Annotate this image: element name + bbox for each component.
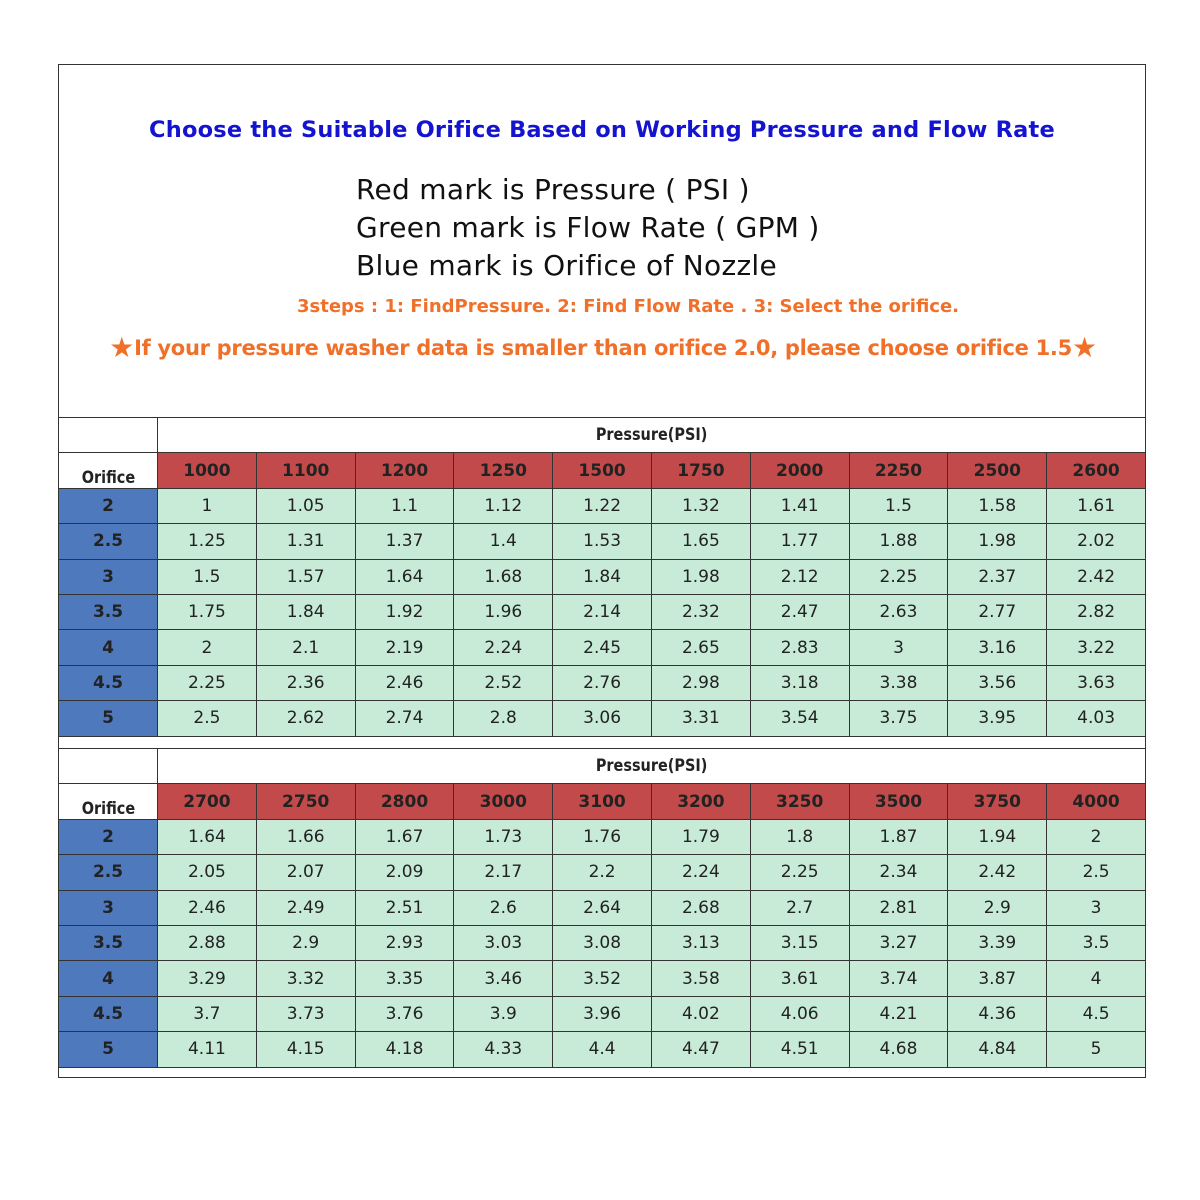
flow-rate-value: 2.1 bbox=[256, 630, 355, 665]
flow-rate-value: 1.92 bbox=[355, 594, 454, 629]
table-row bbox=[59, 819, 1146, 854]
flow-rate-value: 2.51 bbox=[355, 890, 454, 925]
flow-rate-value: 1.77 bbox=[750, 524, 849, 559]
flow-rate-value: 3.15 bbox=[750, 925, 849, 960]
pressure-value: 3200 bbox=[651, 784, 750, 819]
table-row bbox=[59, 925, 1146, 960]
flow-rate-value: 1.5 bbox=[158, 559, 257, 594]
flow-rate-value: 1.67 bbox=[355, 819, 454, 854]
star-icon: ★ bbox=[1071, 331, 1097, 364]
flow-rate-value: 3.56 bbox=[948, 665, 1047, 700]
table-row bbox=[59, 701, 1146, 736]
orifice-table-2 bbox=[58, 748, 1146, 1068]
flow-rate-value: 1 bbox=[158, 488, 257, 523]
flow-rate-value: 2.17 bbox=[454, 855, 553, 890]
orifice-value: 5 bbox=[59, 1032, 158, 1067]
orifice-note-text: If your pressure washer data is smaller than orifice 2.0, please choose orifice 1.5 bbox=[134, 336, 1072, 360]
legend-flow-rate: Green mark is Flow Rate ( GPM ) bbox=[356, 211, 820, 244]
blank-corner bbox=[59, 749, 158, 784]
flow-rate-value: 4.18 bbox=[355, 1032, 454, 1067]
pressure-value: 2800 bbox=[355, 784, 454, 819]
flow-rate-value: 2.9 bbox=[948, 890, 1047, 925]
flow-rate-value: 3.18 bbox=[750, 665, 849, 700]
flow-rate-value: 1.41 bbox=[750, 488, 849, 523]
flow-rate-value: 3.52 bbox=[553, 961, 652, 996]
flow-rate-value: 2.34 bbox=[849, 855, 948, 890]
flow-rate-value: 2.74 bbox=[355, 701, 454, 736]
star-icon: ★ bbox=[109, 331, 135, 364]
flow-rate-value: 1.79 bbox=[651, 819, 750, 854]
table-row bbox=[59, 630, 1146, 665]
orifice-value: 4 bbox=[59, 630, 158, 665]
flow-rate-value: 1.37 bbox=[355, 524, 454, 559]
flow-rate-value: 2.05 bbox=[158, 855, 257, 890]
flow-rate-value: 2.7 bbox=[750, 890, 849, 925]
flow-rate-value: 3 bbox=[1047, 890, 1146, 925]
orifice-column-label: Orifice bbox=[81, 467, 135, 488]
pressure-value: 1000 bbox=[158, 453, 257, 488]
flow-rate-value: 2.42 bbox=[1047, 559, 1146, 594]
flow-rate-value: 4.5 bbox=[1047, 996, 1146, 1031]
steps-instruction: 3steps : 1: FindPressure. 2: Find Flow Rate . 3: Select the orifice. bbox=[296, 296, 960, 317]
flow-rate-value: 2.2 bbox=[553, 855, 652, 890]
flow-rate-value: 2.25 bbox=[158, 665, 257, 700]
flow-rate-value: 2.98 bbox=[651, 665, 750, 700]
flow-rate-value: 1.53 bbox=[553, 524, 652, 559]
flow-rate-value: 3 bbox=[849, 630, 948, 665]
flow-rate-value: 2.49 bbox=[256, 890, 355, 925]
flow-rate-value: 2.37 bbox=[948, 559, 1047, 594]
flow-rate-value: 2.12 bbox=[750, 559, 849, 594]
flow-rate-value: 1.31 bbox=[256, 524, 355, 559]
table-row bbox=[59, 488, 1146, 523]
flow-rate-value: 2.81 bbox=[849, 890, 948, 925]
flow-rate-value: 2.46 bbox=[158, 890, 257, 925]
orifice-column-header bbox=[59, 784, 158, 819]
pressure-value: 2500 bbox=[948, 453, 1047, 488]
flow-rate-value: 3.31 bbox=[651, 701, 750, 736]
flow-rate-value: 4.11 bbox=[158, 1032, 257, 1067]
flow-rate-value: 3.96 bbox=[553, 996, 652, 1031]
flow-rate-value: 3.9 bbox=[454, 996, 553, 1031]
flow-rate-value: 2.24 bbox=[454, 630, 553, 665]
pressure-value: 2600 bbox=[1047, 453, 1146, 488]
flow-rate-value: 1.98 bbox=[651, 559, 750, 594]
flow-rate-value: 1.4 bbox=[454, 524, 553, 559]
flow-rate-value: 3.32 bbox=[256, 961, 355, 996]
blank-corner bbox=[59, 418, 158, 453]
flow-rate-value: 2.62 bbox=[256, 701, 355, 736]
flow-rate-value: 2.64 bbox=[553, 890, 652, 925]
flow-rate-value: 2.6 bbox=[454, 890, 553, 925]
flow-rate-value: 3.7 bbox=[158, 996, 257, 1031]
pressure-value: 1500 bbox=[553, 453, 652, 488]
flow-rate-value: 2.68 bbox=[651, 890, 750, 925]
flow-rate-value: 1.1 bbox=[355, 488, 454, 523]
flow-rate-value: 4.03 bbox=[1047, 701, 1146, 736]
pressure-value: 2250 bbox=[849, 453, 948, 488]
flow-rate-value: 4.51 bbox=[750, 1032, 849, 1067]
flow-rate-value: 1.98 bbox=[948, 524, 1047, 559]
flow-rate-value: 3.54 bbox=[750, 701, 849, 736]
flow-rate-value: 2.8 bbox=[454, 701, 553, 736]
flow-rate-value: 3.73 bbox=[256, 996, 355, 1031]
flow-rate-value: 2.09 bbox=[355, 855, 454, 890]
orifice-value: 3 bbox=[59, 890, 158, 925]
flow-rate-value: 4.02 bbox=[651, 996, 750, 1031]
flow-rate-value: 2.63 bbox=[849, 594, 948, 629]
table-row bbox=[59, 594, 1146, 629]
orifice-value: 4.5 bbox=[59, 665, 158, 700]
flow-rate-value: 2.32 bbox=[651, 594, 750, 629]
orifice-value: 2.5 bbox=[59, 855, 158, 890]
flow-rate-value: 2.5 bbox=[158, 701, 257, 736]
flow-rate-value: 4.36 bbox=[948, 996, 1047, 1031]
flow-rate-value: 3.39 bbox=[948, 925, 1047, 960]
flow-rate-value: 1.68 bbox=[454, 559, 553, 594]
flow-rate-value: 1.73 bbox=[454, 819, 553, 854]
flow-rate-value: 1.88 bbox=[849, 524, 948, 559]
flow-rate-value: 3.22 bbox=[1047, 630, 1146, 665]
flow-rate-value: 1.75 bbox=[158, 594, 257, 629]
flow-rate-value: 4 bbox=[1047, 961, 1146, 996]
flow-rate-value: 2.88 bbox=[158, 925, 257, 960]
flow-rate-value: 2.52 bbox=[454, 665, 553, 700]
pressure-header-label: Pressure(PSI) bbox=[595, 425, 708, 446]
flow-rate-value: 1.94 bbox=[948, 819, 1047, 854]
flow-rate-value: 1.84 bbox=[256, 594, 355, 629]
flow-rate-value: 1.96 bbox=[454, 594, 553, 629]
flow-rate-value: 2 bbox=[158, 630, 257, 665]
chart-title: Choose the Suitable Orifice Based on Working Pressure and Flow Rate bbox=[149, 117, 1055, 143]
flow-rate-value: 1.57 bbox=[256, 559, 355, 594]
pressure-value: 3750 bbox=[948, 784, 1047, 819]
flow-rate-value: 3.38 bbox=[849, 665, 948, 700]
flow-rate-value: 3.35 bbox=[355, 961, 454, 996]
flow-rate-value: 3.63 bbox=[1047, 665, 1146, 700]
orifice-value: 3 bbox=[59, 559, 158, 594]
flow-rate-value: 3.5 bbox=[1047, 925, 1146, 960]
flow-rate-value: 3.75 bbox=[849, 701, 948, 736]
orifice-value: 3.5 bbox=[59, 925, 158, 960]
flow-rate-value: 2 bbox=[1047, 819, 1146, 854]
flow-rate-value: 1.58 bbox=[948, 488, 1047, 523]
flow-rate-value: 4.47 bbox=[651, 1032, 750, 1067]
flow-rate-value: 1.22 bbox=[553, 488, 652, 523]
flow-rate-value: 2.9 bbox=[256, 925, 355, 960]
flow-rate-value: 2.07 bbox=[256, 855, 355, 890]
flow-rate-value: 2.93 bbox=[355, 925, 454, 960]
flow-rate-value: 1.64 bbox=[355, 559, 454, 594]
flow-rate-value: 1.25 bbox=[158, 524, 257, 559]
orifice-value: 3.5 bbox=[59, 594, 158, 629]
flow-rate-value: 4.4 bbox=[553, 1032, 652, 1067]
flow-rate-value: 3.87 bbox=[948, 961, 1047, 996]
flow-rate-value: 2.82 bbox=[1047, 594, 1146, 629]
flow-rate-value: 2.45 bbox=[553, 630, 652, 665]
legend-orifice: Blue mark is Orifice of Nozzle bbox=[356, 249, 778, 282]
pressure-value: 1200 bbox=[355, 453, 454, 488]
flow-rate-value: 4.15 bbox=[256, 1032, 355, 1067]
table-row bbox=[59, 855, 1146, 890]
flow-rate-value: 1.66 bbox=[256, 819, 355, 854]
table-row bbox=[59, 524, 1146, 559]
flow-rate-value: 3.46 bbox=[454, 961, 553, 996]
orifice-note bbox=[59, 331, 1147, 364]
flow-rate-value: 4.68 bbox=[849, 1032, 948, 1067]
flow-rate-value: 4.84 bbox=[948, 1032, 1047, 1067]
flow-rate-value: 3.95 bbox=[948, 701, 1047, 736]
flow-rate-value: 1.61 bbox=[1047, 488, 1146, 523]
pressure-value: 3250 bbox=[750, 784, 849, 819]
pressure-value: 3500 bbox=[849, 784, 948, 819]
flow-rate-value: 3.27 bbox=[849, 925, 948, 960]
flow-rate-value: 2.83 bbox=[750, 630, 849, 665]
orifice-value: 4.5 bbox=[59, 996, 158, 1031]
flow-rate-value: 3.74 bbox=[849, 961, 948, 996]
pressure-value: 1250 bbox=[454, 453, 553, 488]
flow-rate-value: 1.5 bbox=[849, 488, 948, 523]
flow-rate-value: 2.25 bbox=[849, 559, 948, 594]
pressure-value: 3100 bbox=[553, 784, 652, 819]
orifice-chart-card bbox=[58, 64, 1146, 1078]
table-row bbox=[59, 1032, 1146, 1067]
flow-rate-value: 1.05 bbox=[256, 488, 355, 523]
orifice-column-header bbox=[59, 453, 158, 488]
flow-rate-value: 3.08 bbox=[553, 925, 652, 960]
table-row bbox=[59, 665, 1146, 700]
pressure-value: 4000 bbox=[1047, 784, 1146, 819]
flow-rate-value: 2.25 bbox=[750, 855, 849, 890]
flow-rate-value: 1.76 bbox=[553, 819, 652, 854]
flow-rate-value: 3.58 bbox=[651, 961, 750, 996]
flow-rate-value: 2.19 bbox=[355, 630, 454, 665]
flow-rate-value: 1.32 bbox=[651, 488, 750, 523]
pressure-header bbox=[158, 749, 1146, 784]
pressure-value: 2750 bbox=[256, 784, 355, 819]
table-row bbox=[59, 890, 1146, 925]
flow-rate-value: 2.24 bbox=[651, 855, 750, 890]
flow-rate-value: 3.76 bbox=[355, 996, 454, 1031]
flow-rate-value: 2.65 bbox=[651, 630, 750, 665]
flow-rate-value: 2.47 bbox=[750, 594, 849, 629]
legend-pressure: Red mark is Pressure ( PSI ) bbox=[356, 173, 750, 206]
flow-rate-value: 3.06 bbox=[553, 701, 652, 736]
flow-rate-value: 2.5 bbox=[1047, 855, 1146, 890]
orifice-column-label: Orifice bbox=[81, 798, 135, 819]
pressure-value: 3000 bbox=[454, 784, 553, 819]
flow-rate-value: 3.16 bbox=[948, 630, 1047, 665]
flow-rate-value: 3.29 bbox=[158, 961, 257, 996]
pressure-value: 1750 bbox=[651, 453, 750, 488]
orifice-value: 2.5 bbox=[59, 524, 158, 559]
flow-rate-value: 1.84 bbox=[553, 559, 652, 594]
flow-rate-value: 4.21 bbox=[849, 996, 948, 1031]
pressure-value: 2000 bbox=[750, 453, 849, 488]
pressure-header-label: Pressure(PSI) bbox=[595, 756, 708, 777]
flow-rate-value: 3.13 bbox=[651, 925, 750, 960]
flow-rate-value: 2.77 bbox=[948, 594, 1047, 629]
flow-rate-value: 4.33 bbox=[454, 1032, 553, 1067]
flow-rate-value: 2.02 bbox=[1047, 524, 1146, 559]
flow-rate-value: 2.46 bbox=[355, 665, 454, 700]
orifice-value: 5 bbox=[59, 701, 158, 736]
table-row bbox=[59, 961, 1146, 996]
flow-rate-value: 1.65 bbox=[651, 524, 750, 559]
flow-rate-value: 5 bbox=[1047, 1032, 1146, 1067]
orifice-table-1 bbox=[58, 417, 1146, 737]
flow-rate-value: 2.76 bbox=[553, 665, 652, 700]
flow-rate-value: 1.12 bbox=[454, 488, 553, 523]
flow-rate-value: 2.36 bbox=[256, 665, 355, 700]
pressure-value: 1100 bbox=[256, 453, 355, 488]
pressure-header bbox=[158, 418, 1146, 453]
table-row bbox=[59, 559, 1146, 594]
orifice-value: 2 bbox=[59, 819, 158, 854]
orifice-value: 2 bbox=[59, 488, 158, 523]
flow-rate-value: 1.64 bbox=[158, 819, 257, 854]
orifice-value: 4 bbox=[59, 961, 158, 996]
flow-rate-value: 1.8 bbox=[750, 819, 849, 854]
flow-rate-value: 2.42 bbox=[948, 855, 1047, 890]
flow-rate-value: 3.03 bbox=[454, 925, 553, 960]
flow-rate-value: 4.06 bbox=[750, 996, 849, 1031]
table-row bbox=[59, 996, 1146, 1031]
flow-rate-value: 3.61 bbox=[750, 961, 849, 996]
flow-rate-value: 2.14 bbox=[553, 594, 652, 629]
pressure-value: 2700 bbox=[158, 784, 257, 819]
flow-rate-value: 1.87 bbox=[849, 819, 948, 854]
